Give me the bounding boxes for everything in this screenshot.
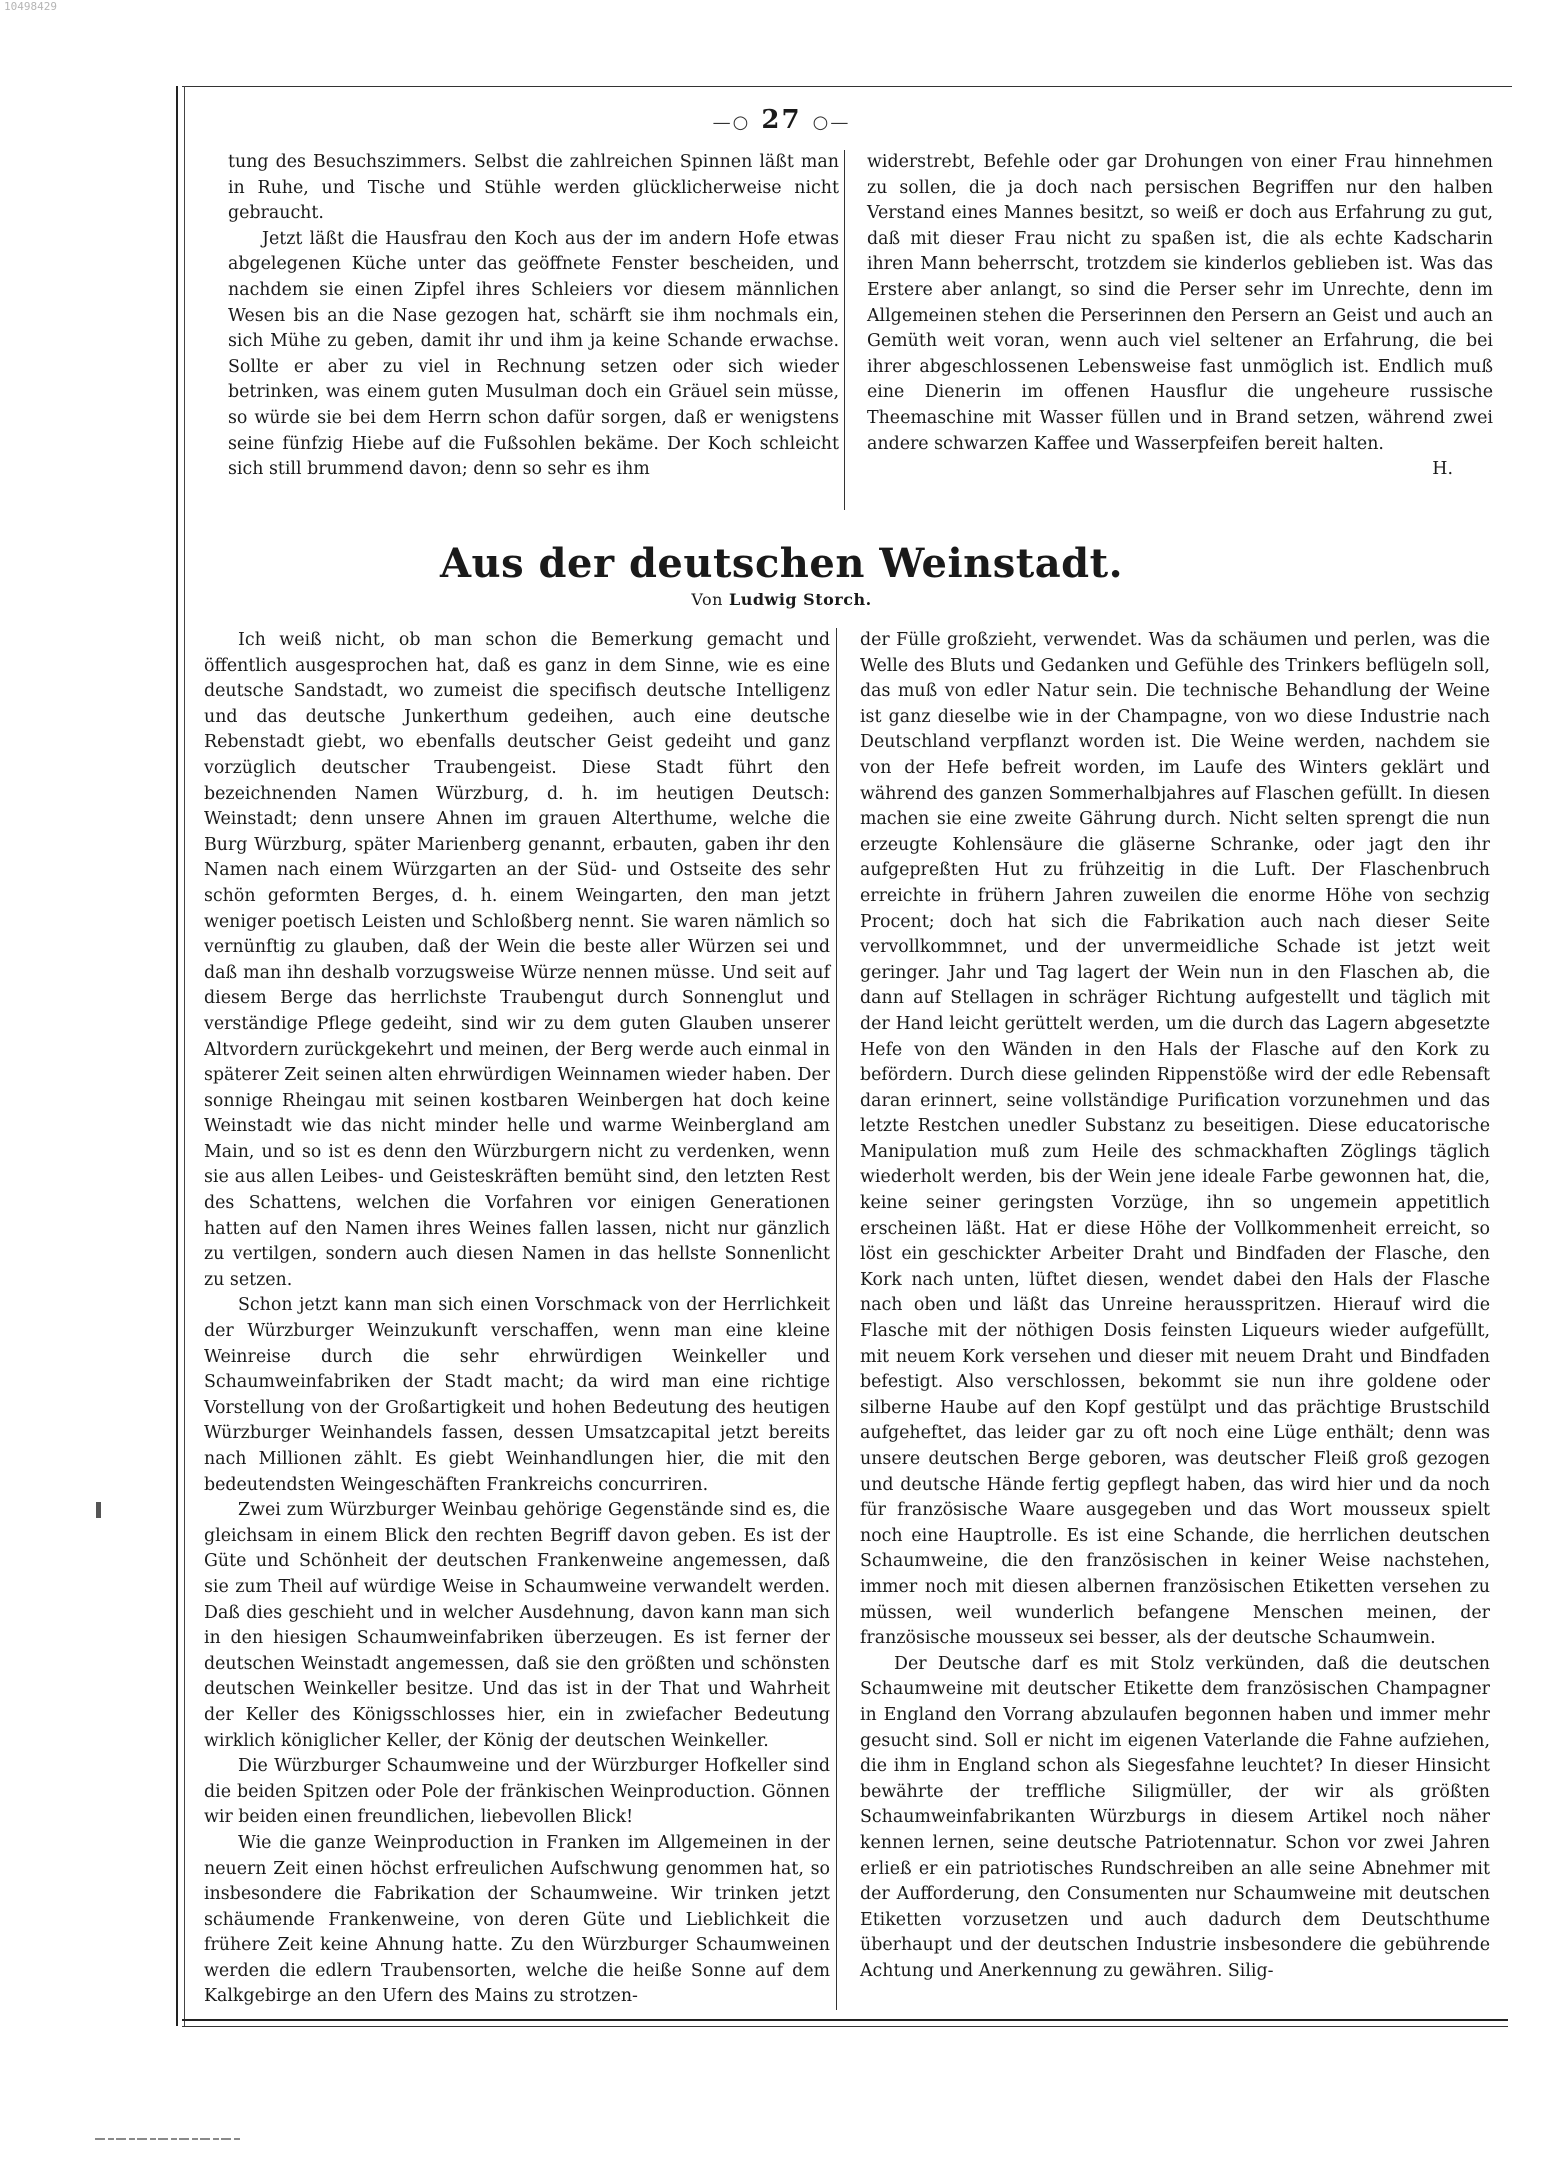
scan-id: 10498429 — [4, 0, 57, 13]
header-left-ornament: —○ — [712, 112, 751, 133]
frame-bottom-rule — [182, 2019, 1508, 2027]
article-title: Aus der deutschen Weinstadt. — [439, 540, 1124, 587]
paragraph: Wie die ganze Weinproduction in Franken im Allgemeinen in der neuern Zeit einen höchst erfreulichen Aufschwung genommen hat, so insbesondere die Fabrikation der Schaumweine. Wir trinken jetzt schäumende Frankenweine, von deren Güte und Lieblichkeit die frühere Zeit keine Ahnung hatte. Zu den Würzburger Schaumweinen werden die edlern Traubensorten, welche die heiße Sonne auf dem Kalkgebirge an den Ufern des Mains zu strotzen- — [204, 1832, 830, 2007]
scan-edge-smudge — [95, 2136, 240, 2142]
byline-author: Ludwig Storch. — [728, 590, 872, 609]
paragraph: Zwei zum Würzburger Weinbau gehörige Gegenstände sind es, die gleichsam in einem Blick den rechten Begriff davon geben. Es ist der Güte und Schönheit der deutschen Frankenweine angemessen, daß sie zum Theil auf würdige Weise in Schaumweine verwandelt werden. Daß dies geschieht und in welcher Ausdehnung, davon kann man sich in den hiesigen Schaumweinfabriken überzeugen. Es ist ferner der deutschen Weinstadt angemessen, daß sie den größten und schönsten deutschen Weinkeller besitze. Und das ist in der That und Wahrheit der Keller des Königsschlosses hier, ein in zwiefacher Bedeutung wirklich königlicher Keller, der König der deutschen Weinkeller. — [204, 1500, 830, 1751]
column-separator-upper — [844, 150, 845, 510]
byline-prefix: Von — [691, 590, 723, 609]
article-right-column — [860, 628, 1490, 1984]
paragraph: Der Deutsche darf es mit Stolz verkünden, daß die deutschen Schaumweine mit deutscher Etikette dem französischen Champagner in England den Vorrang abzulaufen begonnen haben und immer mehr gesucht sind. Soll er nicht im eigenen Vaterlande die Fahne aufziehen, die ihm in England schon als Siegesfahne leuchtet? In dieser Hinsicht bewährte der treffliche Siligmüller, der wir als größten Schaumweinfabrikanten Würzburgs in diesem Artikel noch näher kennen lernen, seine deutsche Patriotennatur. Schon vor zwei Jahren erließ er ein patriotisches Rundschreiben an alle seine Abnehmer mit der Aufforderung, den Consumenten nur Schaumweine mit deutschen Etiketten vorzusetzen und auch dadurch dem Deutschthume überhaupt und der deutschen Industrie insbesondere die gebührende Achtung und Anerkennung zu gewähren. Silig- — [860, 1653, 1490, 1981]
paragraph: der Fülle großzieht, verwendet. Was da schäumen und perlen, was die Welle des Bluts und Gedanken und Gefühle des Trinkers beflügeln soll, das muß von edler Natur sein. Die technische Behandlung der Weine ist ganz dieselbe wie in der Champagne, von wo diese Industrie nach Deutschland verpflanzt worden ist. Die Weine werden, nachdem sie von der Hefe befreit worden, im Laufe des Winters geklärt und während des ganzen Sommerhalbjahres auf Flaschen gefüllt. In diesen machen sie eine zweite Gährung durch. Nicht selten sprengt die nun erzeugte Kohlensäure die gläserne Schranke, oder jagt den ihr aufgepreßten Hut zu frühzeitig in die Luft. Der Flaschenbruch erreichte in frühern Jahren zuweilen die enorme Höhe von sechzig Procent; doch hat sich die Fabrikation auch nach dieser Seite vervollkommnet, und der unvermeidliche Schade ist jetzt weit geringer. Jahr und Tag lagert der Wein nun in den Flaschen ab, die dann auf Stellagen in schräger Richtung aufgestellt und täglich mit der Hand leicht gerüttelt werden, um die durch das Lagern abgesetzte Hefe von den Wänden in den Hals der Flasche auf den Kork zu befördern. Durch diese gelinden Rippenstöße wird der edle Rebensaft daran erinnert, seine vollständige Purification vorzunehmen und das letzte Restchen unedler Substanz zu beseitigen. Diese educatorische Manipulation muß zum Heile des schmackhaften Zöglings täglich wiederholt werden, bis der Wein jene ideale Farbe gewonnen hat, die, keine seiner geringsten Vorzüge, ihn so ungemein appetitlich erscheinen läßt. Hat er diese Höhe der Vollkommenheit erreicht, so löst ein geschickter Arbeiter Draht und Bindfaden der Flasche, den Kork nach unten, lüftet diesen, wendet dabei den Hals der Flasche nach oben und läßt das Unreine herausspritzen. Hierauf wird die Flasche mit der nöthigen Dosis feinsten Liqueurs wieder aufgefüllt, mit neuem Kork versehen und dieser mit neuem Draht und Bindfaden befestigt. Also verschlossen, bekommt sie nun ihre goldene oder silberne Haube auf den Kopf gestülpt und das prächtige Brustschild aufgeheftet, das leider gar zu oft noch eine Lüge enthält; denn was unsere deutschen Berge geboren, was deutscher Fleiß groß gezogen und deutsche Hände fertig gepflegt haben, das wird hier und da noch für französische Waare ausgegeben und das Wort mousseux spielt noch eine Hauptrolle. Es ist eine Schande, die herrlichen deutschen Schaumweine, die den französischen in keiner Weise nachstehen, immer noch mit diesen albernen französischen Etiketten versehen zu müssen, weil wunderlich befangene Menschen meinen, der französische mousseux sei besser, als der deutsche Schaumwein. — [860, 630, 1490, 1649]
upper-right-column — [867, 150, 1493, 483]
article-left-column — [204, 628, 830, 2010]
page-number: 27 — [761, 105, 802, 135]
paragraph: Jetzt läßt die Hausfrau den Koch aus der im andern Hofe etwas abgelegenen Küche unter das geöffnete Fenster bescheiden, und nachdem sie einen Zipfel ihres Schleiers vor diesem männlichen Wesen bis an die Nase gezogen hat, schärft sie ihm nochmals ein, sich Mühe zu geben, damit ihr und ihm ja keine Schande erwachse. Sollte er aber zu viel in Rechnung setzen oder sich wieder betrinken, was einem guten Musulman doch ein Gräuel sein müsse, so würde sie bei dem Herrn schon dafür sorgen, daß er wenigstens seine fünfzig Hiebe auf die Fußsohlen bekäme. Der Koch schleicht sich still brummend davon; denn so sehr es ihm — [228, 228, 839, 480]
article-signature: H. — [1432, 459, 1453, 480]
paragraph: Schon jetzt kann man sich einen Vorschmack von der Herrlichkeit der Würzburger Weinzukunft verschaffen, wenn man eine kleine Weinreise durch die sehr ehrwürdigen Weinkeller und Schaumweinfabriken der Stadt macht; da wird man eine richtige Vorstellung von der Großartigkeit und hohen Bedeutung des heutigen Würzburger Weinhandels fassen, dessen Umsatzcapital jetzt bereits nach Millionen zählt. Es giebt Weinhandlungen hier, die mit den bedeutendsten Weingeschäften Frankreichs concurriren. — [204, 1295, 830, 1495]
header-right-ornament: ○— — [812, 112, 851, 133]
margin-mark — [96, 1502, 101, 1518]
paragraph: widerstrebt, Befehle oder gar Drohungen von einer Frau hinnehmen zu sollen, die ja doch nach persischen Begriffen nur den halben Verstand eines Mannes besitzt, so weiß er doch aus Erfahrung zu gut, daß mit dieser Frau nicht zu spaßen ist, die als echte Kadscharin ihren Mann beherrscht, trotzdem sie kinderlos geblieben ist. Was das Erstere aber anlangt, so sind die Perser sehr im Unrechte, denn im Allgemeinen stehen die Perserinnen den Persern an Geist und auch an Gemüth weit voran, wenn auch viel seltener an Erfahrung, die bei ihrer abgeschlossenen Lebensweise fast unmöglich ist. Endlich muß eine Dienerin im offenen Hausflur die ungeheure russische Theemaschine mit Wasser füllen und in Brand setzen, während zwei andere schwarzen Kaffee und Wasserpfeifen bereit halten. — [867, 152, 1493, 454]
column-separator-lower — [836, 628, 837, 2010]
frame-left-rule — [176, 86, 185, 2026]
frame-top-rule — [182, 86, 1512, 87]
paragraph: Ich weiß nicht, ob man schon die Bemerkung gemacht und öffentlich ausgesprochen hat, daß es ganz in dem Sinne, wie es eine deutsche Sandstadt, wo zumeist die specifisch deutsche Intelligenz und das deutsche Junkerthum gedeihen, auch eine deutsche Rebenstadt giebt, wo ebenfalls deutscher Geist gedeiht und ganz vorzüglich deutscher Traubengeist. Diese Stadt führt den bezeichnenden Namen Würzburg, d. h. im heutigen Deutsch: Weinstadt; denn unsere Ahnen im grauen Alterthume, welche die Burg Würzburg, später Marienberg genannt, erbauten, gaben ihr den Namen nach einem Würzgarten an der Süd- und Ostseite des sehr schön geformten Berges, d. h. einem Weingarten, den man jetzt weniger poetisch Leisten und Schloßberg nennt. Sie waren nämlich so vernünftig zu glauben, daß der Wein die beste aller Würzen sei und daß man ihn deshalb vorzugsweise Würze nennen müsse. Und seit auf diesem Berge das herrlichste Traubengut durch Sonnenglut und verständige Pflege gedeiht, sind wir zu dem guten Glauben unserer Altvordern zurückgekehrt und meinen, der Berg werde auch einmal in späterer Zeit seinen alten ehrwürdigen Weinnamen wieder haben. Der sonnige Rheingau mit seinen kostbaren Weinbergen hat doch keine Weinstadt wie das nicht minder helle und warme Weinbergland am Main, und so ist es denn den Würzburgern nicht zu verdenken, wenn sie aus allen Leibes- und Geisteskräften bemüht sind, den letzten Rest des Schattens, welchen die Vorfahren vor einigen Generationen hatten auf den Namen ihres Weines fallen lassen, nicht nur gänzlich zu vertilgen, sondern auch diesen Namen in das hellste Sonnenlicht zu setzen. — [204, 630, 830, 1290]
page-header — [0, 105, 1563, 135]
paragraph: Die Würzburger Schaumweine und der Würzburger Hofkeller sind die beiden Spitzen oder Pole der fränkischen Weinproduction. Gönnen wir beiden einen freundlichen, liebevollen Blick! — [204, 1756, 830, 1828]
byline — [0, 590, 1563, 609]
upper-left-column — [228, 150, 839, 483]
paragraph: tung des Besuchszimmers. Selbst die zahlreichen Spinnen läßt man in Ruhe, und Tische und Stühle werden glücklicherweise nicht gebraucht. — [228, 152, 839, 224]
